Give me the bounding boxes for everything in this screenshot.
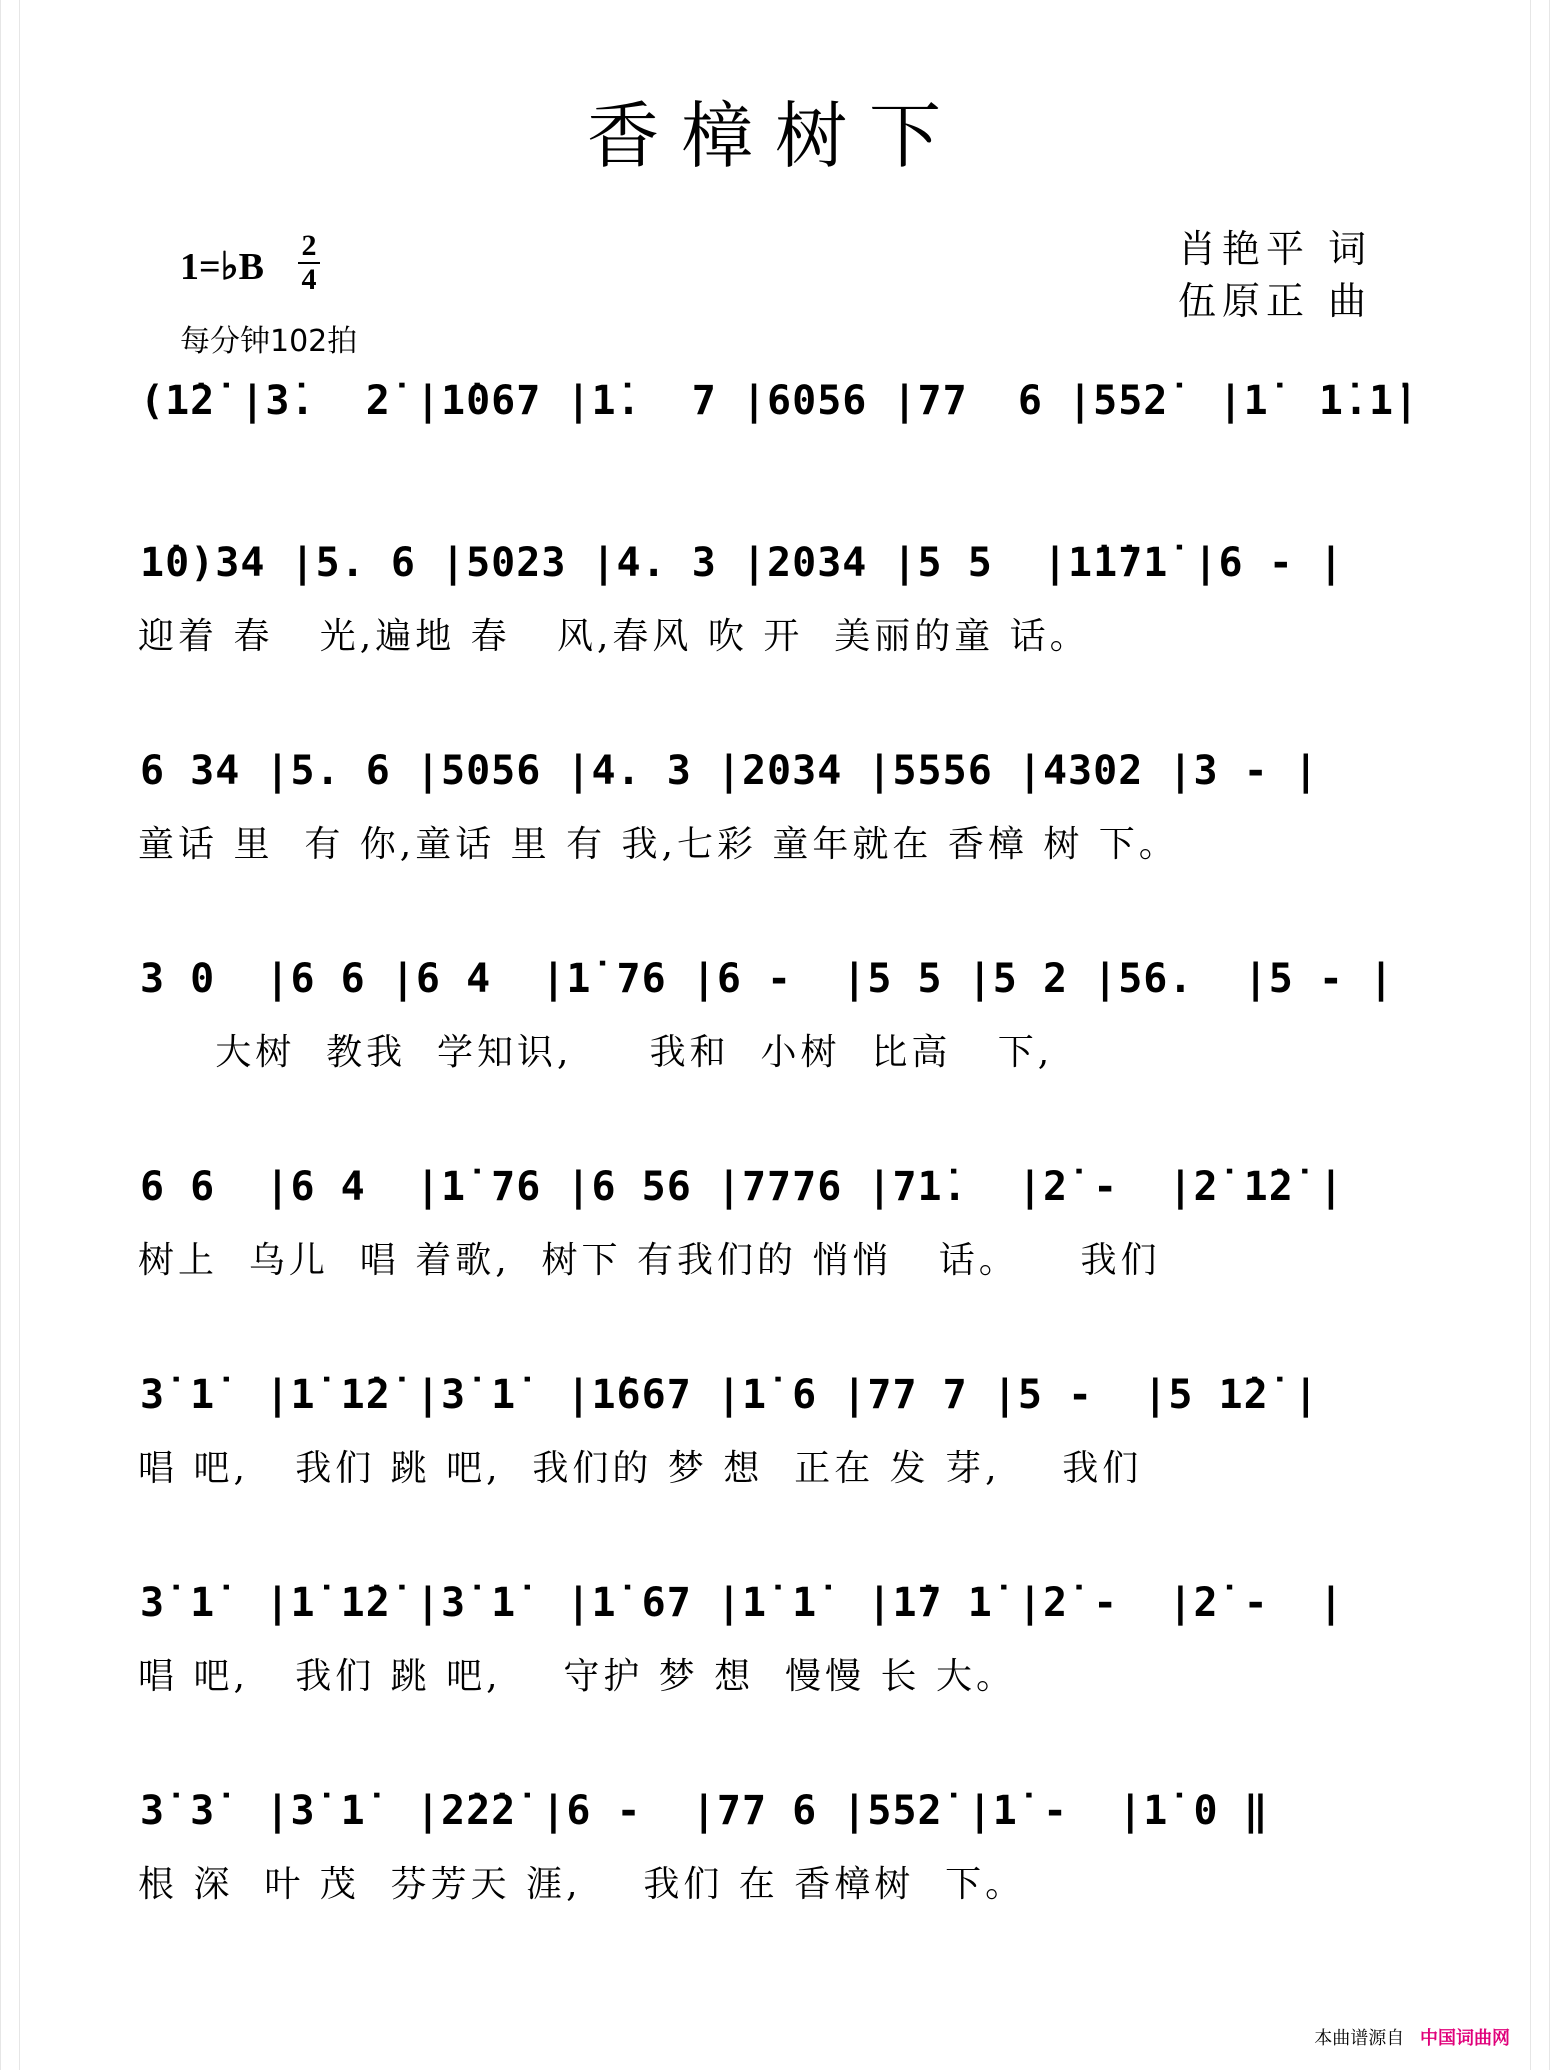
tempo-marking: 每分钟102拍	[180, 324, 358, 359]
time-signature	[298, 229, 320, 296]
time-signature-bottom: 4	[301, 263, 317, 296]
notation: 3̇ 1̇ |1̇ 1̇2̇ |3̇ 1̇ |1̇667 |1̇ 6 |77 7 |5 - |5 1̇2̇ |	[140, 1372, 1319, 1418]
lyrics: 树上 乌儿 唱 着歌, 树下 有我们的 悄悄 话。 我们	[138, 1240, 1161, 1281]
score-line-8	[0, 1788, 1550, 1988]
score-line-7	[0, 1580, 1550, 1780]
source-label: 本曲谱源自	[1314, 2028, 1405, 2049]
lyrics: 大树 教我 学知识, 我和 小树 比高 下,	[138, 1032, 1054, 1073]
lyrics: 童话 里 有 你,童话 里 有 我,七彩 童年就在 香樟 树 下。	[138, 824, 1179, 865]
score-line-5	[0, 1164, 1550, 1364]
notation: 1̇0)34 |5. 6 |5023 |4. 3 |2034 |5 5 |1̇1̇71̇ |6 - |	[140, 540, 1344, 586]
composer-credit: 伍原正 曲	[1178, 279, 1373, 323]
score-line-2	[0, 540, 1550, 740]
lyrics: 唱 吧, 我们 跳 吧, 我们的 梦 想 正在 发 芽, 我们	[138, 1448, 1143, 1489]
source-site-link[interactable]: 中国词曲网	[1420, 2028, 1510, 2049]
score-line-6	[0, 1372, 1550, 1572]
source-footer	[1314, 2024, 1510, 2050]
notation: 6 6 |6 4 |1̇ 76 |6 56 |7776 |71̇. |2̇ - |2̇ 1̇2̇ |	[140, 1164, 1344, 1210]
notation: 3̇ 1̇ |1̇ 1̇2̇ |3̇ 1̇ |1̇ 67 |1̇ 1̇ |1̇7 1̇ |2̇ - |2̇ - |	[140, 1580, 1344, 1626]
key-signature: 1=♭B	[180, 246, 264, 288]
time-signature-top: 2	[301, 229, 317, 262]
song-title: 香樟树下	[586, 94, 963, 178]
notation: 6 34 |5. 6 |5056 |4. 3 |2034 |5556 |4302 |3 - |	[140, 748, 1319, 794]
lyricist-credit: 肖艳平 词	[1178, 227, 1373, 271]
lyrics: 迎着 春 光,遍地 春 风,春风 吹 开 美丽的童 话。	[138, 616, 1090, 657]
lyrics: 根 深 叶 茂 芬芳天 涯, 我们 在 香樟树 下。	[138, 1864, 1026, 1905]
notation: 3 0 |6 6 |6 4 |1̇ 76 |6 - |5 5 |5 2 |56. |5 - |	[140, 956, 1395, 1002]
lyrics: 唱 吧, 我们 跳 吧, 守护 梦 想 慢慢 长 大。	[138, 1656, 1016, 1697]
score-line-4	[0, 956, 1550, 1156]
notation: (1̇2̇ |3̇. 2̇ |1̇067 |1̇. 7 |6056 |77 6 |552̇ |1̇ 1̇.1̇|	[140, 378, 1420, 424]
notation: 3̇ 3̇ |3̇ 1̇ |2̇2̇2̇ |6 - |77 6 |552̇ |1̇ - |1̇ 0 ‖	[140, 1788, 1269, 1834]
score-line-3	[0, 748, 1550, 948]
